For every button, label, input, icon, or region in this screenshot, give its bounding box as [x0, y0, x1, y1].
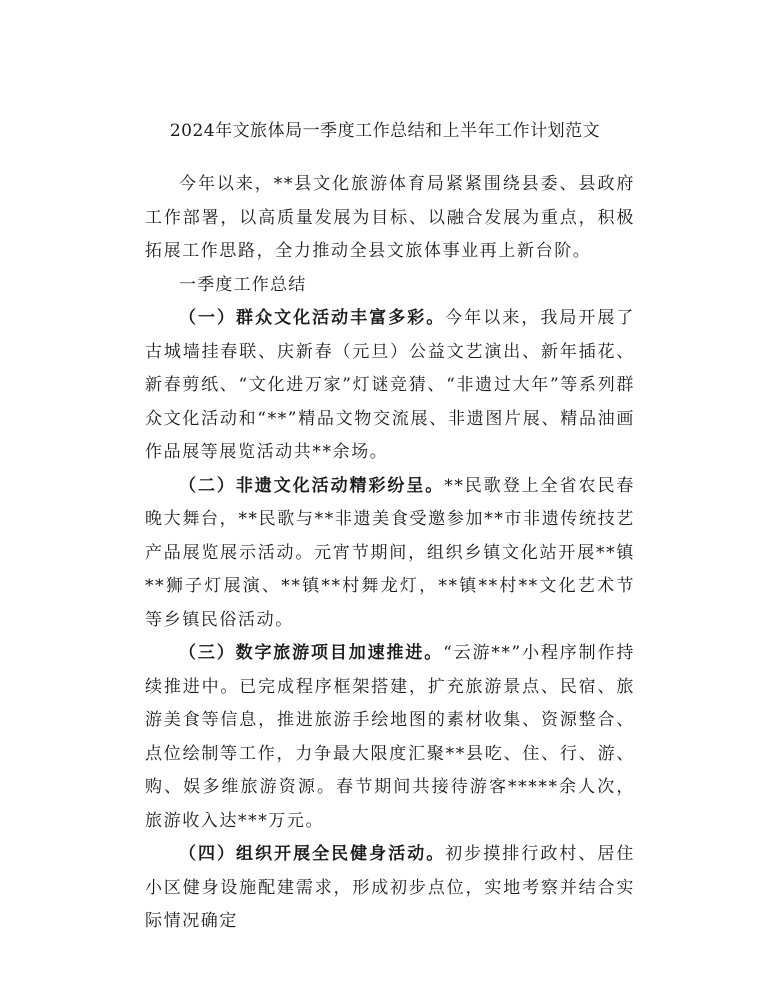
- item-body-3: “云游**”小程序制作持续推进中。已完成程序框架搭建，扩充旅游景点、民宿、旅游美食等信息，推进旅游手绘地图的素材收集、资源整合、点位绘制等工作，力争最大限度汇聚**县吃、住、行、游、购、娱多维旅游资源。春节期间共接待游客*****余人次，旅游收入达***万元。: [145, 643, 635, 831]
- section-heading: 一季度工作总结: [179, 274, 307, 295]
- item-paragraph-1: [145, 302, 635, 470]
- item-body-2: **民歌登上全省农民春晚大舞台，**民歌与**非遗美食受邀参加**市非遗传统技艺产品展览展示活动。元宵节期间，组织乡镇文化站开展**镇**狮子灯展演、**镇**村舞龙灯，**镇**村**文化艺术节等乡镇民俗活动。: [145, 475, 635, 630]
- item-paragraph-3: [145, 637, 635, 838]
- document-title: 2024年文旅体局一季度工作总结和上半年工作计划范文: [169, 121, 601, 141]
- document-body: [145, 168, 635, 939]
- item-lead-1: （一）群众文化活动丰富多彩。: [179, 308, 446, 328]
- item-lead-4: （四）组织开展全民健身活动。: [179, 844, 446, 864]
- item-lead-2: （二）非遗文化活动精彩纷呈。: [179, 475, 445, 496]
- intro-paragraph: 今年以来，**县文化旅游体育局紧紧围绕县委、县政府工作部署，以高质量发展为目标、以融合发展为重点，积极拓展工作思路，全力推动全县文旅体事业再上新台阶。: [145, 174, 635, 261]
- item-body-1: 今年以来，我局开展了古城墙挂春联、庆新春（元旦）公益文艺演出、新年插花、新春剪纸、“文化进万家”灯谜竞猜、“非遗过大年”等系列群众文化活动和“**”精品文物交流展、非遗图片展、精品油画作品展等展览活动共**余场。: [145, 308, 636, 462]
- item-paragraph-2: [145, 470, 635, 638]
- item-body-4: 初步摸排行政村、居住小区健身设施配建需求，形成初步点位，实地考察并结合实际情况确定: [145, 844, 636, 931]
- item-paragraph-4: [145, 838, 635, 939]
- item-lead-3: （三）数字旅游项目加速推进。: [179, 643, 444, 663]
